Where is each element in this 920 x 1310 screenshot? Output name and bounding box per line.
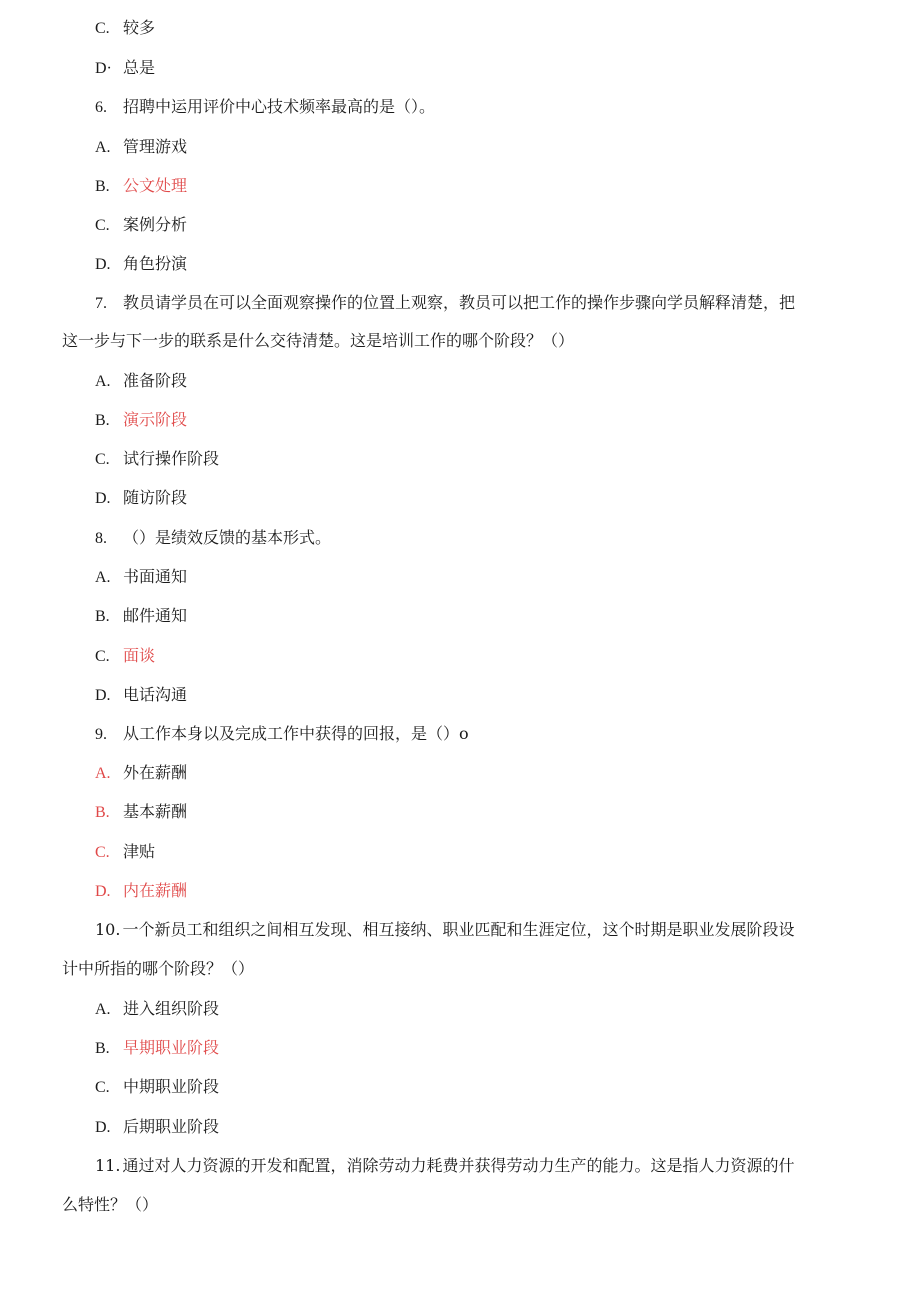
- question-7: [95, 293, 795, 314]
- question-number: 10.: [95, 920, 121, 939]
- option-c: [95, 1077, 219, 1098]
- option-d-answer: [95, 881, 187, 902]
- question-text: 通过对人力资源的开发和配置，消除劳动力耗费并获得劳动力生产的能力。这是指人力资源的什: [122, 1156, 795, 1175]
- option-letter: A.: [95, 569, 111, 586]
- answer-text: 演示阶段: [123, 410, 188, 429]
- question-text: 一个新员工和组织之间相互发现、相互接纳、职业匹配和生涯定位，这个时期是职业发展阶段设: [122, 920, 795, 939]
- question-number: 8.: [95, 530, 107, 547]
- option-letter: C.: [95, 217, 110, 234]
- answer-text: 面谈: [123, 646, 156, 665]
- option-b: [95, 606, 187, 627]
- option-letter: A.: [95, 765, 111, 782]
- option-a: [95, 567, 187, 588]
- option-c: [95, 18, 155, 39]
- question-9: [95, 724, 469, 745]
- option-b-answer: [95, 176, 187, 197]
- option-letter: B.: [95, 412, 110, 429]
- option-letter: C.: [95, 20, 110, 37]
- option-letter: D.: [95, 256, 111, 273]
- option-letter: B.: [95, 608, 110, 625]
- option-a: [95, 763, 187, 784]
- option-letter: C.: [95, 844, 110, 861]
- question-8: [95, 528, 331, 549]
- option-letter: A.: [95, 373, 111, 390]
- option-letter: C.: [95, 451, 110, 468]
- option-letter: B.: [95, 178, 110, 195]
- option-letter: D.: [95, 687, 111, 704]
- question-6: [95, 97, 435, 118]
- question-text: 教员请学员在可以全面观察操作的位置上观察，教员可以把工作的操作步骤向学员解释清楚，把: [123, 293, 796, 312]
- option-d: [95, 488, 187, 509]
- option-c: [95, 215, 187, 236]
- question-7-continuation: [62, 331, 574, 351]
- option-d: [95, 58, 155, 79]
- option-text: 邮件通知: [123, 606, 188, 625]
- option-letter: B.: [95, 804, 110, 821]
- option-letter: D.: [95, 490, 111, 507]
- option-c: [95, 449, 219, 470]
- answer-text: 早期职业阶段: [123, 1038, 220, 1057]
- option-c: [95, 842, 155, 863]
- option-b-answer: [95, 410, 187, 431]
- option-text: 总是: [123, 58, 156, 77]
- option-a: [95, 999, 219, 1020]
- option-letter: D·: [95, 60, 112, 77]
- answer-text: 公文处理: [123, 176, 188, 195]
- option-text: 基本薪酬: [123, 802, 188, 821]
- question-number: 7.: [95, 295, 107, 312]
- option-letter: A.: [95, 139, 111, 156]
- option-d: [95, 685, 187, 706]
- option-b-answer: [95, 1038, 219, 1059]
- question-text: 计中所指的哪个阶段？（）: [62, 959, 255, 978]
- option-b: [95, 802, 187, 823]
- question-text: 从工作本身以及完成工作中获得的回报，是（）o: [123, 724, 469, 743]
- question-text: 这一步与下一步的联系是什么交待清楚。这是培训工作的哪个阶段？（）: [62, 331, 575, 350]
- question-11-continuation: [62, 1195, 158, 1215]
- option-letter: A.: [95, 1001, 111, 1018]
- answer-text: 内在薪酬: [123, 881, 188, 900]
- option-text: 津贴: [123, 842, 156, 861]
- question-10-continuation: [62, 959, 254, 979]
- option-c-answer: [95, 646, 155, 667]
- option-text: 中期职业阶段: [123, 1077, 220, 1096]
- option-a: [95, 137, 187, 158]
- option-d: [95, 1117, 219, 1138]
- question-text: （）是绩效反馈的基本形式。: [123, 528, 332, 547]
- option-text: 随访阶段: [123, 488, 188, 507]
- option-letter: D.: [95, 883, 111, 900]
- option-text: 电话沟通: [123, 685, 188, 704]
- option-text: 案例分析: [123, 215, 188, 234]
- option-text: 角色扮演: [123, 254, 188, 273]
- question-number: 9.: [95, 726, 107, 743]
- option-letter: B.: [95, 1040, 110, 1057]
- question-number: 11.: [95, 1156, 121, 1175]
- option-text: 试行操作阶段: [123, 449, 220, 468]
- option-d: [95, 254, 187, 275]
- option-text: 外在薪酬: [123, 763, 188, 782]
- question-10: [95, 920, 794, 940]
- question-text: 么特性？（）: [62, 1195, 159, 1214]
- question-text: 招聘中运用评价中心技术频率最高的是（）。: [123, 97, 436, 116]
- option-a: [95, 371, 187, 392]
- option-letter: D.: [95, 1119, 111, 1136]
- option-text: 较多: [123, 18, 156, 37]
- option-letter: C.: [95, 648, 110, 665]
- option-text: 书面通知: [123, 567, 188, 586]
- option-text: 准备阶段: [123, 371, 188, 390]
- question-number: 6.: [95, 99, 107, 116]
- option-letter: C.: [95, 1079, 110, 1096]
- option-text: 管理游戏: [123, 137, 188, 156]
- question-11: [95, 1156, 794, 1176]
- option-text: 后期职业阶段: [123, 1117, 220, 1136]
- option-text: 进入组织阶段: [123, 999, 220, 1018]
